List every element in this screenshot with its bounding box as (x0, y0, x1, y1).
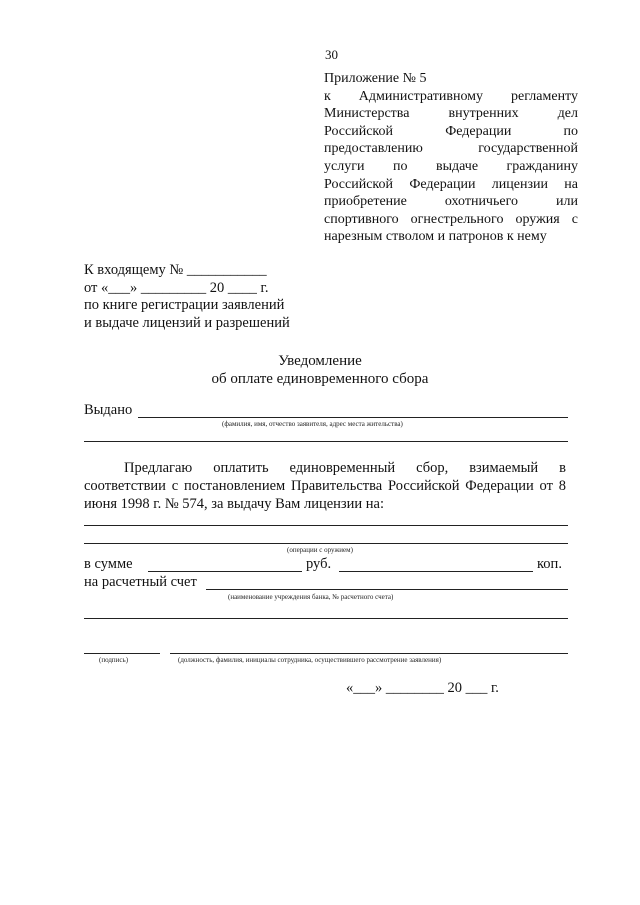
rub-label: руб. (306, 556, 332, 572)
appendix-line: приобретение охотничьего или (324, 194, 578, 210)
kop-label: коп. (537, 556, 562, 572)
issued-hint: (фамилия, имя, отчество заявителя, адрес места жительства) (222, 420, 403, 428)
date-line: «___» ________ 20 ___ г. (346, 680, 499, 696)
sum-label: в сумме (84, 556, 133, 572)
appendix-line: Российской Федерации лицензии на (324, 176, 578, 192)
registration-block (84, 262, 290, 332)
position-hint: (должность, фамилия, инициалы сотрудника, осуществившего рассмотрение заявления) (178, 656, 442, 664)
document-subtitle: об оплате единовременного сбора (211, 371, 429, 387)
appendix-block (324, 70, 578, 246)
body-text: соответствии с постановлением Правительства Российской Федерации от 8 июня 1998 г. № 574, за выдачу Вам лицензии на: (84, 478, 566, 512)
account-field-line-2[interactable] (84, 618, 568, 619)
appendix-line: услуги по выдаче гражданину (324, 158, 578, 174)
incoming-date-line: от «___» _________ 20 ____ г. (84, 279, 269, 296)
appendix-line: предоставлению государственной (324, 141, 578, 157)
signature-hint: (подпись) (99, 656, 129, 664)
operations-field-line-2[interactable] (84, 543, 568, 544)
operations-hint: (операции с оружием) (287, 546, 353, 554)
account-field-line[interactable] (206, 589, 568, 590)
body-line-1: Предлагаю оплатить единовременный сбор, взимаемый в (124, 460, 566, 476)
position-field-line[interactable] (170, 653, 568, 654)
kop-field-line[interactable] (339, 571, 533, 572)
appendix-line: нарезным стволом и патронов к нему (324, 229, 547, 245)
registration-book-line: по книге регистрации заявлений (84, 297, 285, 313)
appendix-line: Приложение № 5 (324, 71, 427, 86)
appendix-line: Российской Федерации по (324, 123, 578, 139)
operations-field-line[interactable] (84, 525, 568, 526)
issued-field-line-2[interactable] (84, 441, 568, 442)
appendix-line: к Административному регламенту (324, 88, 578, 104)
issued-label: Выдано (84, 402, 133, 418)
incoming-number-line: К входящему № ___________ (84, 262, 267, 278)
rub-field-line[interactable] (148, 571, 302, 572)
account-hint: (наименование учреждения банка, № расчетного счета) (228, 593, 394, 601)
issued-field-line[interactable] (138, 417, 568, 418)
registration-book-line: и выдаче лицензий и разрешений (84, 314, 290, 331)
body-paragraph (84, 459, 566, 513)
appendix-line: спортивного огнестрельного оружия с (324, 211, 578, 227)
page-number: 30 (325, 47, 338, 62)
appendix-line: Министерства внутренних дел (324, 106, 578, 122)
document-title: Уведомление (278, 353, 362, 369)
signature-field-line[interactable] (84, 653, 160, 654)
account-label: на расчетный счет (84, 574, 197, 590)
